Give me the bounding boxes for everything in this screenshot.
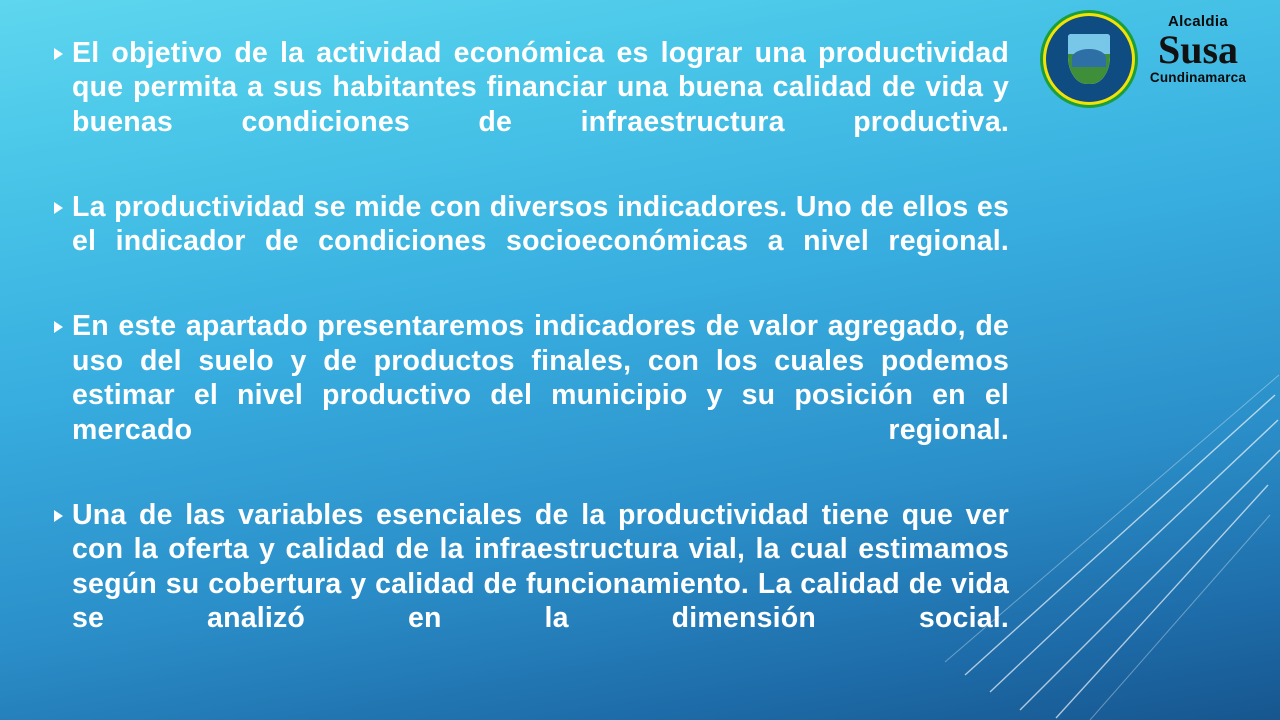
bullet-text: La productividad se mide con diversos indicadores. Uno de ellos es el indicador de condiciones socioeconómicas a nivel regional.	[72, 190, 1009, 258]
list-item	[44, 498, 1009, 670]
logo-line-alcaldia: Alcaldia	[1168, 13, 1228, 30]
list-item	[44, 309, 1009, 481]
bullet-text: El objetivo de la actividad económica es lograr una productividad que permita a sus habitantes financiar una buena calidad de vida y buenas condiciones de infraestructura productiva.	[72, 37, 1009, 138]
logo-line-susa: Susa	[1157, 27, 1239, 72]
bullet-arrow-icon	[44, 36, 72, 60]
bullet-arrow-icon	[44, 309, 72, 333]
bullet-text: Una de las variables esenciales de la productividad tiene que ver con la oferta y calidad de la infraestructura vial, la cual estimamos según su cobertura y calidad de funcionamiento. La calidad de vida se analizó en la dimensión social.	[72, 498, 1009, 635]
slide-body	[44, 36, 1009, 670]
bullet-arrow-icon	[44, 498, 72, 522]
coat-of-arms-icon	[1046, 16, 1132, 102]
list-item	[44, 190, 1009, 293]
logo-line-cundinamarca: Cundinamarca	[1149, 70, 1247, 85]
bullet-arrow-icon	[44, 190, 72, 214]
list-item	[44, 36, 1009, 174]
alcaldia-logo	[1046, 14, 1258, 110]
bullet-text: En este apartado presentaremos indicadores de valor agregado, de uso del suelo y de productos finales, con los cuales podemos estimar el nivel productivo del municipio y su posición en el mercado regional.	[72, 310, 1009, 446]
